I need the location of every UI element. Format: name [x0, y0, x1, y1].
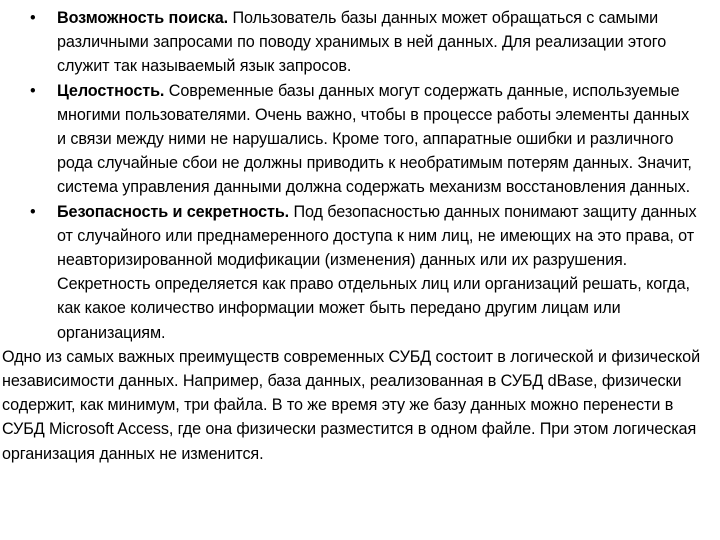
list-item-text: Пользователь базы данных может обращаться с самыми различными запросами по поводу хранимых в ней данных. Для реализации этого служит так называемый язык запросов. [57, 9, 667, 76]
list-item-integrity [30, 79, 702, 200]
term-integrity: Целостность. [57, 81, 165, 100]
feature-list [30, 6, 702, 345]
term-security: Безопасность и секретность. [57, 202, 290, 221]
list-item-security [30, 200, 702, 345]
bullet-icon: • [30, 9, 36, 27]
bullet-icon: • [30, 202, 36, 221]
term-search: Возможность поиска. [57, 9, 229, 27]
list-item-search [30, 6, 702, 79]
list-item-text: Современные базы данных могут содержать данные, используемые многими пользователями. Очень важно, чтобы в процессе работы элементы данных и связи между ними не нарушались. Кроме того, аппаратные ошибки и различного рода случайные сбои не должны приводить к необратимым потерям данных. Значит, система управления данными должна содержать механизм восстановления данных. [57, 81, 692, 197]
list-item-body [57, 6, 702, 79]
independence-paragraph: Одно из самых важных преимуществ современных СУБД состоит в логической и физической независимости данных. Например, база данных, реализованная в СУБД dBase, физически содержит, как минимум, три файла. В то же время эту же базу данных можно перенести в СУБД Microsoft Access, где она физически разместится в одном файле. При этом логическая организация данных не изменится. [2, 347, 701, 463]
list-item-text: Под безопасностью данных понимают защиту данных от случайного или преднамеренного доступа к ним лиц, не имеющих на это права, от неавторизированной модификации (изменения) данных или их разрушения. Секретность определяется как право отдельных лиц или организаций решать, когда, как какое количество информации может быть передано другим лицам или организациям. [57, 202, 697, 342]
list-item-body [57, 200, 702, 345]
list-item-body [57, 79, 702, 200]
bullet-icon: • [30, 81, 36, 100]
